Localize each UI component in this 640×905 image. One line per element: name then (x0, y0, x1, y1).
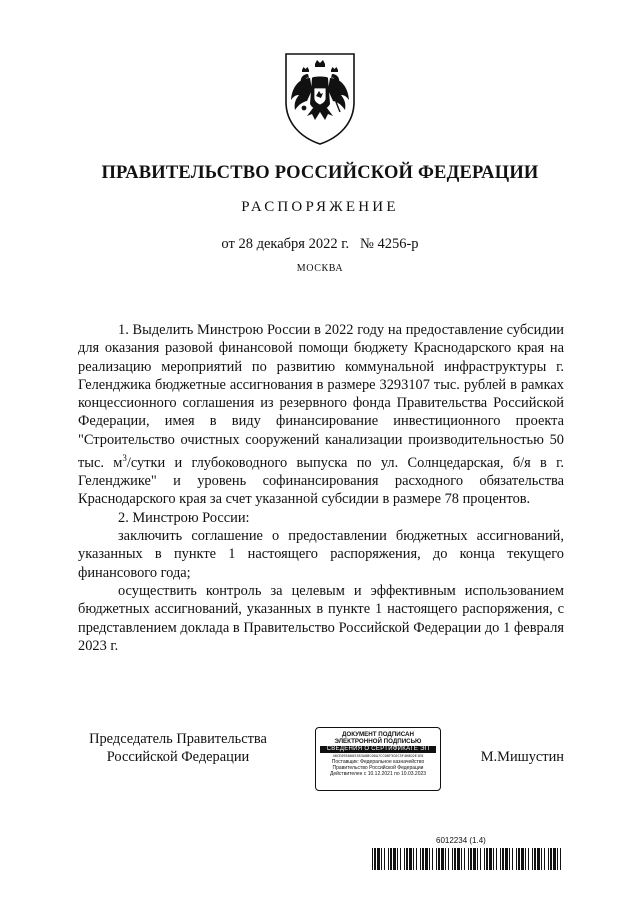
barcode-bar (452, 848, 453, 870)
barcode-bar (406, 848, 408, 870)
document-date: от 28 декабря 2022 г. (221, 236, 350, 252)
barcode-bar (464, 848, 465, 870)
paragraph-1: 1. Выделить Минстрою России в 2022 году на предоставление субсидии для оказания разовой финансовой помощи бюджету Краснодарского края на реализацию мероприятий по развитию коммунальной инфраструктуры г. Геленджика бюджетные ассигнования в размере 3293107 тыс. рублей в рамках концессионного соглашения из резервного фонда Правительства Российской Федерации, имея в виду финансирование инвестиционного проекта "Строительство очистных сооружений канализации производительностью 50 тыс. $м^3$/сутки и глубоководного выпуска по ул. Солнцедарская, б/я в г. Геленджике" и уровень софинансирования расходного обязательства Краснодарского края за счет указанной субсидии в размере 78 процентов. (78, 322, 564, 508)
barcode-bar (454, 848, 456, 870)
barcode-bar (432, 848, 433, 870)
barcode-bar (374, 848, 376, 870)
barcode-bar (388, 848, 389, 870)
barcode-bar (438, 848, 440, 870)
barcode-bar (425, 848, 428, 870)
document-number: № 4256-р (360, 236, 419, 252)
barcode-bar (512, 848, 513, 870)
barcode-bar (553, 848, 556, 870)
barcode-bar (381, 848, 382, 870)
barcode-bar (493, 848, 494, 870)
barcode-bar (445, 848, 446, 870)
barcode-bar (384, 848, 385, 870)
barcode-bar (372, 848, 373, 870)
barcode-bar (544, 848, 545, 870)
barcode-bar (525, 848, 526, 870)
barcode-bar (486, 848, 488, 870)
barcode-bar (441, 848, 444, 870)
barcode-bar (397, 848, 398, 870)
paragraph-2: 2. Минстрою России: (118, 509, 250, 526)
barcode-bar (534, 848, 536, 870)
barcode-bar (489, 848, 492, 870)
barcode-bar (461, 848, 462, 870)
barcode-bar (416, 848, 417, 870)
barcode-bar (557, 848, 558, 870)
barcode-bar (470, 848, 472, 870)
document-date-line (0, 236, 640, 253)
paragraph-3: заключить соглашение о предоставлении бюджетных ассигнований, указанных в пункте 1 настоящего распоряжения, до конца текущего финансового года; (78, 528, 564, 581)
barcode-bar (377, 848, 380, 870)
superscript-3: 3 (122, 453, 127, 464)
signer-name: М.Мишустин (480, 749, 564, 765)
barcode-bar (404, 848, 405, 870)
barcode-bar (509, 848, 510, 870)
barcode-bar (521, 848, 524, 870)
barcode-bar (413, 848, 414, 870)
paragraph-4: осуществить контроль за целевым и эффективным использованием бюджетных ассигнований, указанных в пункте 1 настоящего распоряжения, с представлением доклада в Правительство Российской Федерации до 1 февраля 2023 г. (78, 582, 564, 654)
document-type: РАСПОРЯЖЕНИЕ (241, 199, 399, 215)
barcode-bar (477, 848, 478, 870)
barcode-bar (550, 848, 552, 870)
barcode-bar (518, 848, 520, 870)
barcode-bar (420, 848, 421, 870)
barcode-bar (468, 848, 469, 870)
barcode-bar (390, 848, 392, 870)
barcode-bar (480, 848, 481, 870)
document-body (78, 321, 564, 655)
barcode-bar (457, 848, 460, 870)
barcode-bar (400, 848, 401, 870)
barcode-bar (409, 848, 412, 870)
barcode-bar (393, 848, 396, 870)
government-title: ПРАВИТЕЛЬСТВО РОССИЙСКОЙ ФЕДЕРАЦИИ (101, 163, 539, 183)
barcode-icon (372, 848, 564, 870)
barcode-bar (541, 848, 542, 870)
barcode-bar (484, 848, 485, 870)
barcode-bar (496, 848, 497, 870)
barcode-bar (473, 848, 476, 870)
barcode-bar (560, 848, 561, 870)
coat-of-arms-icon (282, 50, 358, 146)
document-city: МОСКВА (296, 263, 344, 274)
electronic-signature-stamp: ДОКУМЕНТ ПОДПИСАН ЭЛЕКТРОННОЙ ПОДПИСЬЮ СВЕДЕНИЯ О СЕРТИФИКАТЕ ЭП 40CE0950005383A0BC00A7CC0BF3C6C5F4H8D2E1E8 Поставщик: Федеральное казначейство Правительство Российской Федерации Действителен с 10.12.2021 по 10.03.2023 (315, 727, 441, 791)
barcode-bar (448, 848, 449, 870)
barcode-bar (429, 848, 430, 870)
barcode-bar (537, 848, 540, 870)
barcode-bar (436, 848, 437, 870)
signer-title: Председатель Правительства Российской Федерации (89, 731, 267, 765)
barcode-bar (528, 848, 529, 870)
barcode-bar (505, 848, 508, 870)
barcode-bar (500, 848, 501, 870)
barcode-bar (548, 848, 549, 870)
barcode-bar (532, 848, 533, 870)
barcode-bar (516, 848, 517, 870)
barcode-bar (422, 848, 424, 870)
barcode-bar (502, 848, 504, 870)
barcode-number: 6012234 (1.4) (436, 836, 486, 845)
